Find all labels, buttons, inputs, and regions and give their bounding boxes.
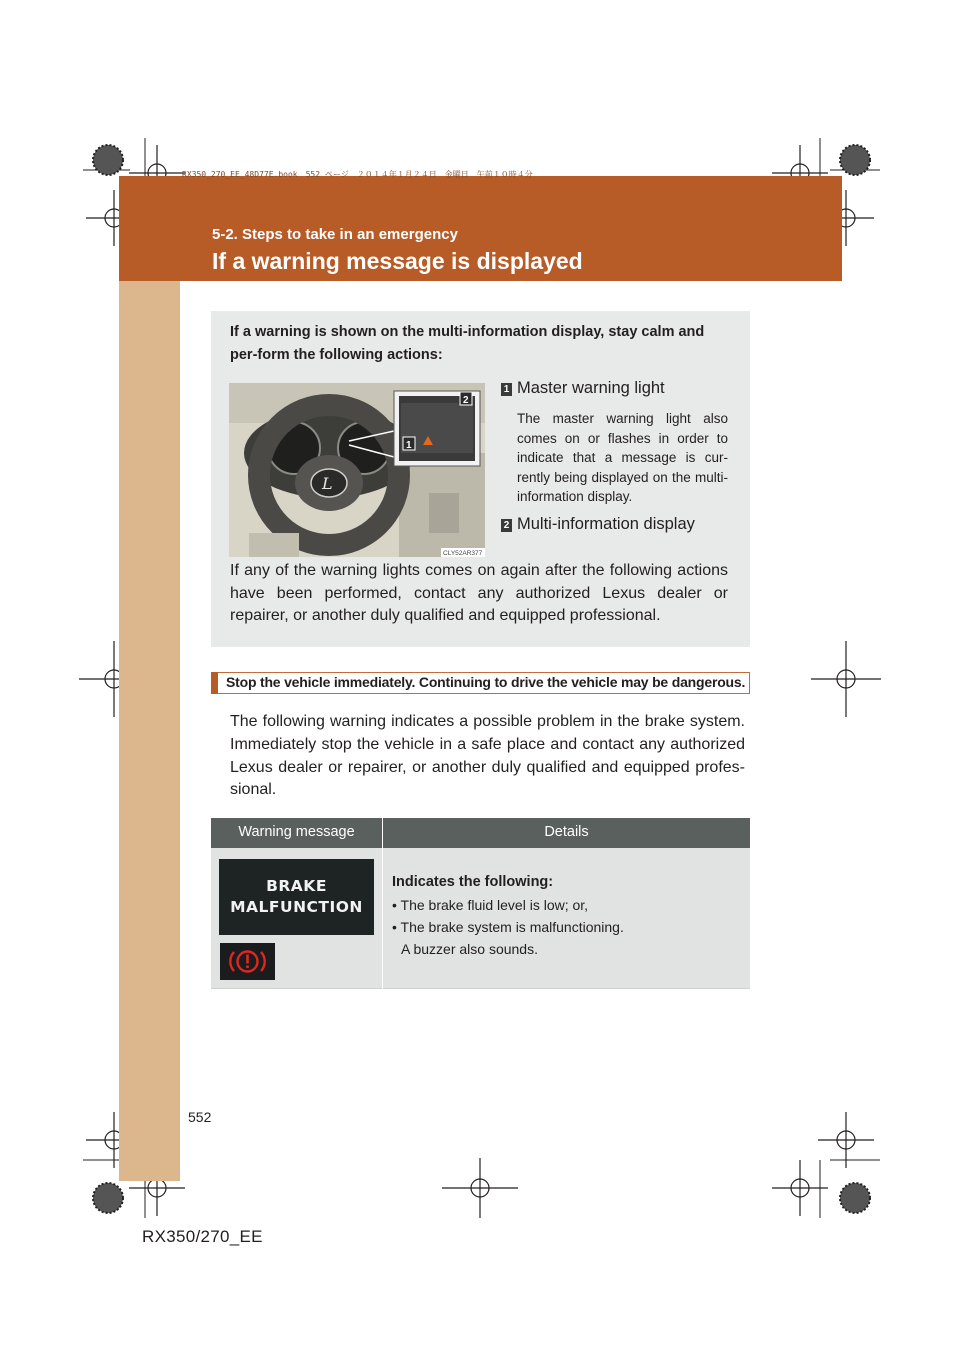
legend-label-master-warning: Master warning light <box>517 379 665 397</box>
column-header-warning-message: Warning message <box>238 824 355 840</box>
book-stamp: RX350_270_EE_48D77E.book 552 ページ ２０１４年１月２４日 金曜日 午前１０時４分 <box>182 170 533 179</box>
svg-text:2: 2 <box>463 395 469 406</box>
page-number: 552 <box>188 1109 212 1125</box>
legend-number-1: 1 <box>501 383 512 396</box>
intro-note: If any of the warning lights comes on again after the following actions have been performed, contact any authorized Lexus dealer or repairer, or another duly qualified and equipped professional. <box>230 562 728 624</box>
caution-accent <box>211 672 218 694</box>
legend-number-2: 2 <box>501 519 512 532</box>
side-strip <box>119 176 180 1181</box>
row-divider <box>382 848 383 989</box>
caution-text: Stop the vehicle immediately. Continuing to drive the vehicle may be dangerous. <box>226 674 746 690</box>
dashboard-illustration <box>229 383 485 557</box>
brake-warning-icon <box>220 943 275 980</box>
svg-text:L: L <box>322 474 333 493</box>
details-item-fluid-level: • The brake fluid level is low; or, <box>392 897 589 913</box>
details-item-system-malfunction: • The brake system is malfunctioning. <box>392 919 624 935</box>
legend-label-multi-info-display: Multi-information display <box>517 515 695 533</box>
legend-description-master-warning: The master warning light also comes on or flashes in order to indicate that a message is cur-rently being displayed on the multi-information display. <box>517 411 728 504</box>
header-divider <box>382 818 383 848</box>
section-label: 5-2. Steps to take in an emergency <box>212 226 458 243</box>
body-paragraph: The following warning indicates a possible problem in the brake system. Immediately stop the vehicle in a safe place and contact any authorized Lexus dealer or repairer, or another duly qualified and equipped profes-sional. <box>230 713 745 799</box>
column-header-details: Details <box>544 824 589 840</box>
illustration-code: CLY52AR377 <box>443 550 483 557</box>
model-code: RX350/270_EE <box>142 1227 263 1246</box>
warning-message-text: BRAKE MALFUNCTION <box>230 877 363 916</box>
intro-lead-text: If a warning is shown on the multi-information display, stay calm and per-form the following actions: <box>230 324 705 363</box>
svg-text:1: 1 <box>406 440 412 451</box>
details-note-buzzer: A buzzer also sounds. <box>401 941 538 957</box>
page-title: If a warning message is displayed <box>212 248 583 274</box>
details-title: Indicates the following: <box>392 874 554 890</box>
